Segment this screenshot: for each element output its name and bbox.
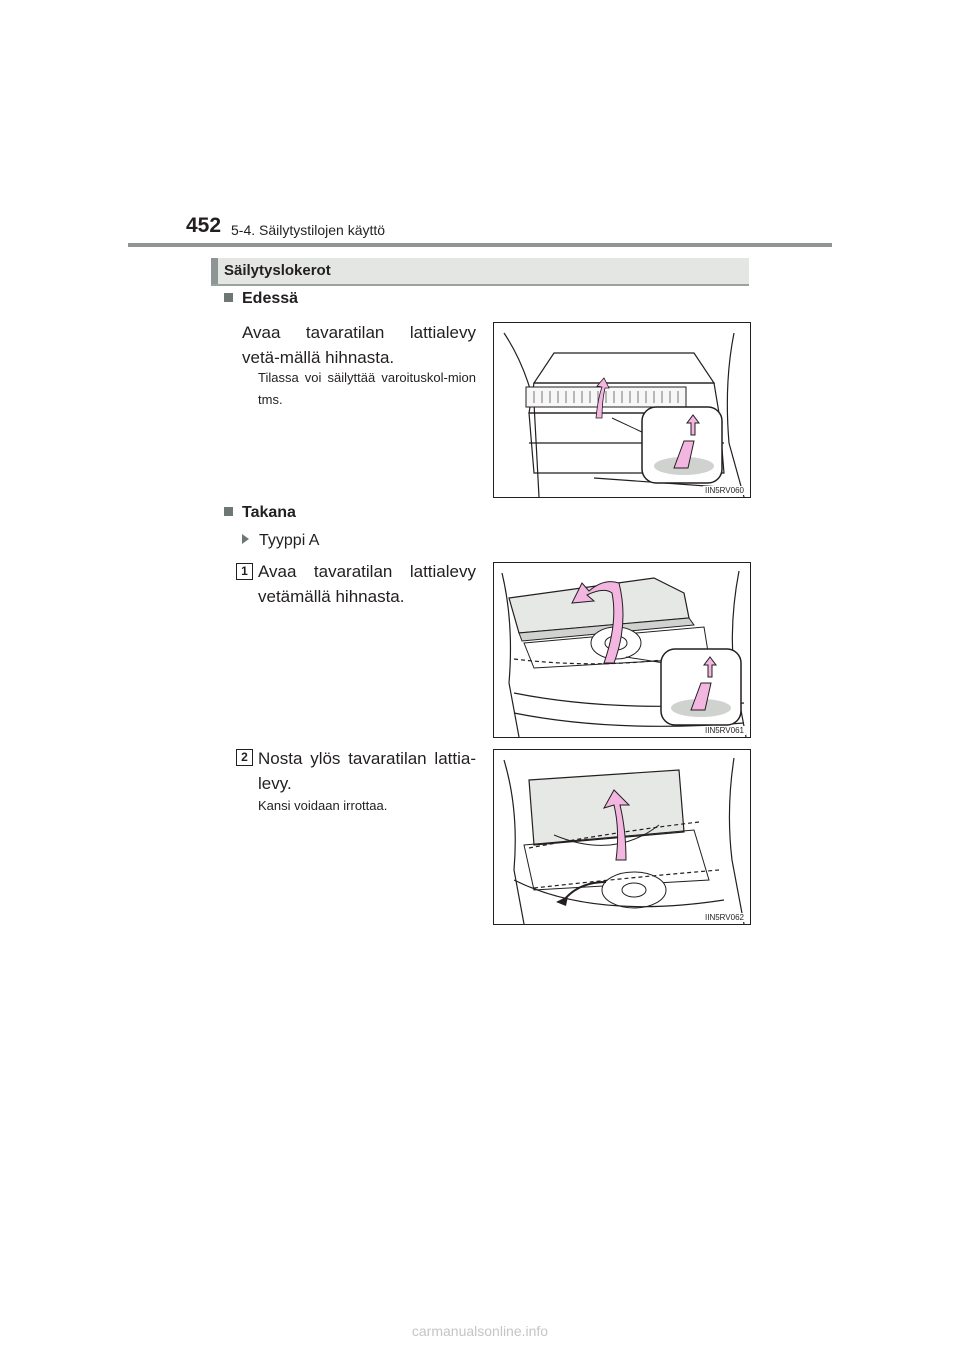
rear-type-text: Tyyppi A <box>259 532 320 549</box>
step-1-number: 1 <box>236 563 253 580</box>
step-2-figure <box>493 749 751 925</box>
front-storage-illustration <box>494 323 750 497</box>
rear-heading-text: Takana <box>242 504 296 521</box>
step-1-text: Avaa tavaratilan lattialevy vetämällä hihnasta. <box>258 562 476 606</box>
front-heading-text: Edessä <box>242 290 299 307</box>
section-path: 5-4. Säilytystilojen käyttö <box>231 222 386 238</box>
step-1-figure <box>493 562 751 738</box>
square-bullet-icon <box>224 293 233 302</box>
section-title-bar <box>211 258 749 286</box>
front-heading <box>224 290 298 308</box>
square-bullet-icon <box>224 507 233 516</box>
step-2-note: Kansi voidaan irrottaa. <box>258 798 388 813</box>
watermark: carmanualsonline.info <box>411 1323 549 1339</box>
section-title: Säilytyslokerot <box>224 262 331 279</box>
header-rule <box>128 243 832 247</box>
front-figure-code: IIN5RV060 <box>705 486 744 495</box>
step-1-figure-code: IIN5RV061 <box>705 726 744 735</box>
rear-lift-floor-illustration <box>494 750 750 924</box>
step-2-text: Nosta ylös tavaratilan lattia-levy. <box>258 749 476 793</box>
step-2-number: 2 <box>236 749 253 766</box>
front-figure <box>493 322 751 498</box>
front-note-text: Tilassa voi säilyttää varoituskol-mion tms. <box>258 370 476 407</box>
front-body-text: Avaa tavaratilan lattialevy vetä-mällä hihnasta. <box>242 323 476 367</box>
triangle-bullet-icon <box>242 534 249 544</box>
rear-open-floor-illustration <box>494 563 750 737</box>
rear-type-label <box>242 532 319 550</box>
rear-heading <box>224 504 296 522</box>
step-2-figure-code: IIN5RV062 <box>705 913 744 922</box>
page-number: 452 <box>186 214 222 237</box>
section-bar-accent <box>211 258 218 284</box>
